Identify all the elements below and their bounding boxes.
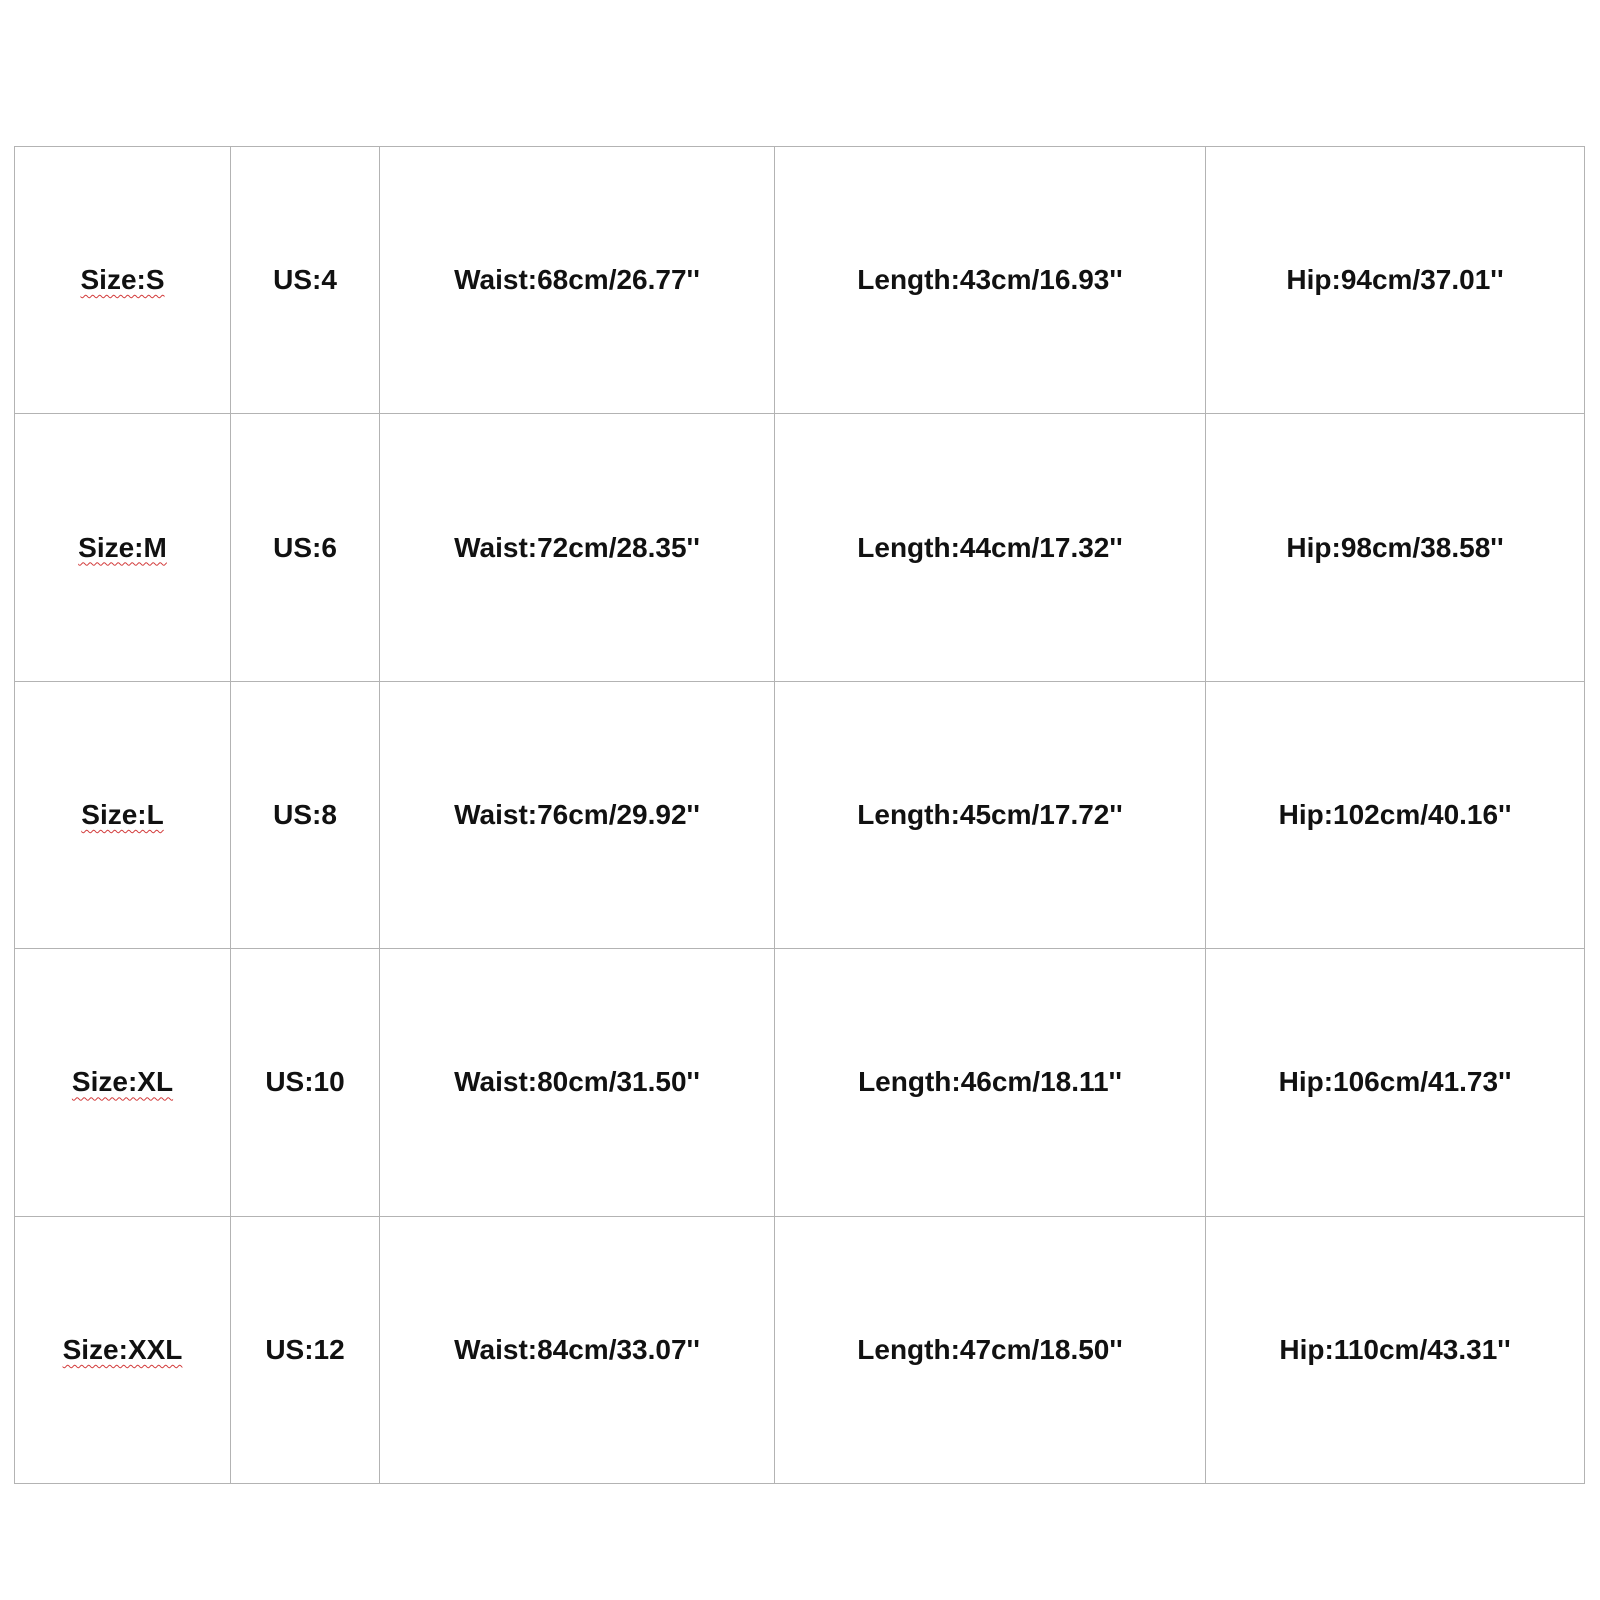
hip-cell: Hip:110cm/43.31'' [1206, 1216, 1585, 1483]
table-row [15, 414, 1585, 681]
hip-cell: Hip:94cm/37.01'' [1206, 147, 1585, 414]
size-chart-table [14, 146, 1585, 1484]
us-size-cell: US:10 [231, 949, 380, 1216]
length-cell: Length:45cm/17.72'' [775, 681, 1206, 948]
size-label: Size:S [80, 264, 165, 296]
length-cell: Length:46cm/18.11'' [775, 949, 1206, 1216]
table-row [15, 681, 1585, 948]
size-cell [15, 414, 231, 681]
length-cell: Length:47cm/18.50'' [775, 1216, 1206, 1483]
us-size-cell: US:12 [231, 1216, 380, 1483]
waist-cell: Waist:76cm/29.92'' [380, 681, 775, 948]
length-cell: Length:44cm/17.32'' [775, 414, 1206, 681]
waist-cell: Waist:72cm/28.35'' [380, 414, 775, 681]
size-label: Size:XL [71, 1066, 174, 1098]
hip-cell: Hip:102cm/40.16'' [1206, 681, 1585, 948]
size-label: Size:L [81, 798, 164, 830]
table-row [15, 1216, 1585, 1483]
us-size-cell: US:8 [231, 681, 380, 948]
waist-cell: Waist:68cm/26.77'' [380, 147, 775, 414]
size-cell [15, 147, 231, 414]
waist-cell: Waist:80cm/31.50'' [380, 949, 775, 1216]
size-cell [15, 1216, 231, 1483]
hip-cell: Hip:98cm/38.58'' [1206, 414, 1585, 681]
hip-cell: Hip:106cm/41.73'' [1206, 949, 1585, 1216]
size-label: Size:XXL [62, 1333, 183, 1365]
us-size-cell: US:6 [231, 414, 380, 681]
length-cell: Length:43cm/16.93'' [775, 147, 1206, 414]
us-size-cell: US:4 [231, 147, 380, 414]
size-cell [15, 681, 231, 948]
table-row [15, 147, 1585, 414]
size-label: Size:M [78, 531, 167, 563]
size-cell [15, 949, 231, 1216]
waist-cell: Waist:84cm/33.07'' [380, 1216, 775, 1483]
table-row [15, 949, 1585, 1216]
